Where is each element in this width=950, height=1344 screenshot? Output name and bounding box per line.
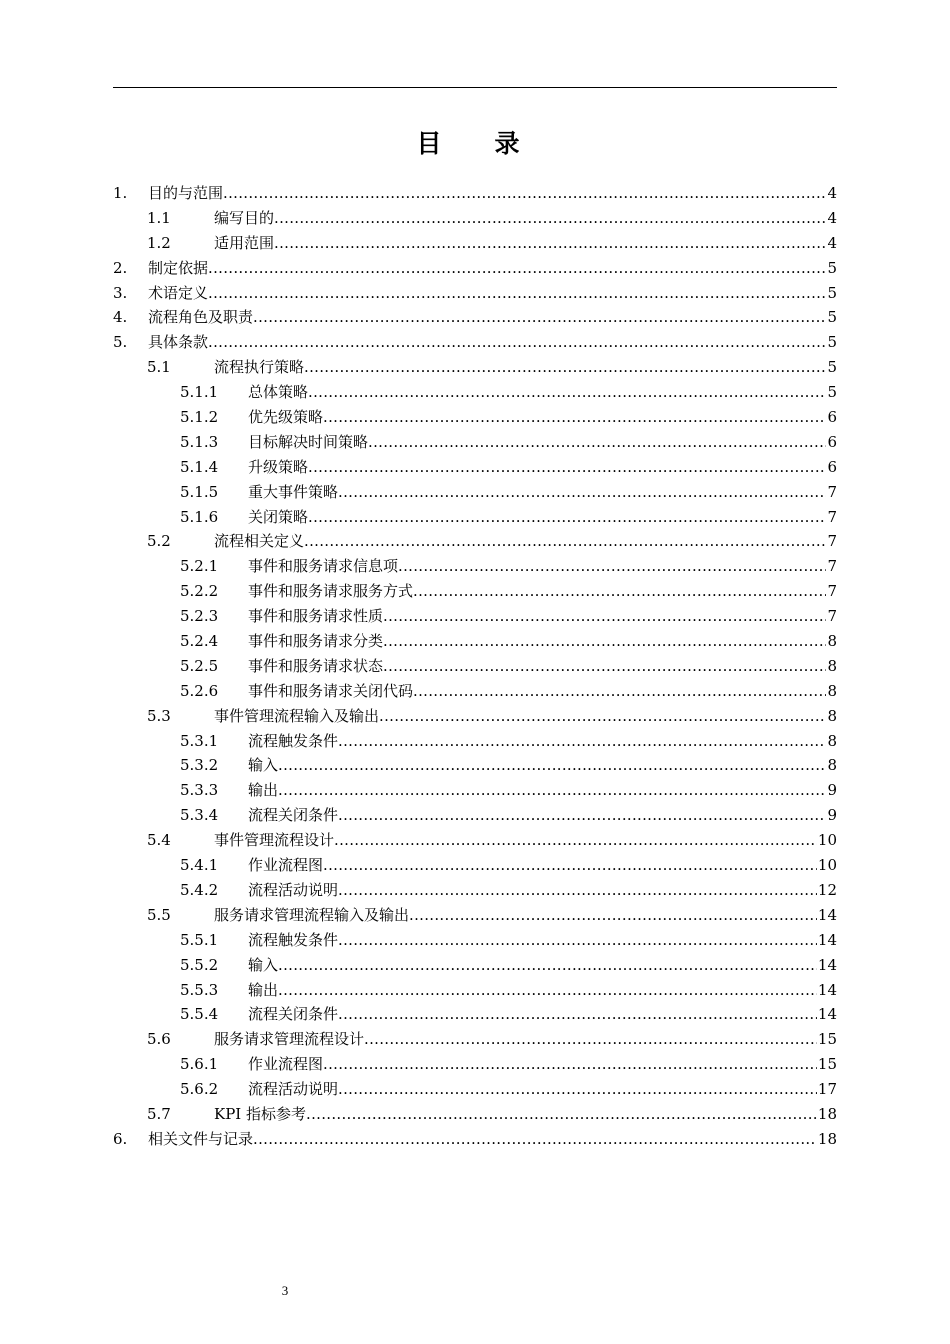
toc-entry-page: 14 <box>817 980 837 999</box>
toc-entry-line <box>214 828 837 853</box>
toc-entry-number: 5.6.1 <box>180 1055 219 1074</box>
toc-entry-number: 5.2.2 <box>180 582 219 601</box>
toc-entry[interactable] <box>113 305 837 330</box>
toc-entry-label: 事件和服务请求关闭代码 <box>248 681 414 700</box>
toc-entry-page: 7 <box>827 582 837 601</box>
toc-entry-line <box>248 753 837 778</box>
toc-entry-label: 输入 <box>248 955 279 974</box>
toc-dot-leader <box>278 953 817 978</box>
toc-entry-line <box>148 281 837 306</box>
toc-entry-label: 输出 <box>248 980 279 999</box>
toc-dot-leader <box>338 1077 817 1102</box>
toc-entry-label: 流程相关定义 <box>214 532 305 551</box>
toc-dot-leader <box>274 206 826 231</box>
toc-entry-page: 7 <box>827 532 837 551</box>
toc-entry-number: 5.1.6 <box>180 507 219 526</box>
toc-entry-label: 流程关闭条件 <box>248 1005 339 1024</box>
toc-dot-leader <box>338 729 826 754</box>
toc-entry-page: 7 <box>827 507 837 526</box>
toc-entry-page: 5 <box>827 258 837 277</box>
toc-dot-leader <box>413 679 826 704</box>
toc-entry-page: 14 <box>817 955 837 974</box>
toc-entry-line <box>248 629 837 654</box>
toc-entry-line <box>248 455 837 480</box>
toc-entry[interactable] <box>113 1052 837 1077</box>
toc-entry-label: 流程角色及职责 <box>148 308 254 327</box>
toc-dot-leader <box>274 231 826 256</box>
toc-entry-label: 作业流程图 <box>248 1055 324 1074</box>
toc-entry[interactable] <box>113 256 837 281</box>
toc-entry[interactable] <box>113 206 837 231</box>
toc-entry-label: 总体策略 <box>248 383 309 402</box>
toc-entry[interactable] <box>113 455 837 480</box>
toc-entry[interactable] <box>113 604 837 629</box>
toc-entry-page: 7 <box>827 557 837 576</box>
toc-entry-number: 5.3.4 <box>180 806 219 825</box>
toc-entry-page: 14 <box>817 905 837 924</box>
toc-entry-label: 编写目的 <box>214 208 275 227</box>
toc-entry-label: 流程活动说明 <box>248 880 339 899</box>
toc-entry-page: 4 <box>827 233 837 252</box>
toc-entry-page: 6 <box>827 432 837 451</box>
toc-entry[interactable] <box>113 654 837 679</box>
toc-entry-line <box>248 978 837 1003</box>
toc-entry[interactable] <box>113 579 837 604</box>
toc-entry-label: 流程触发条件 <box>248 930 339 949</box>
toc-dot-leader <box>308 455 826 480</box>
toc-entry-line <box>214 206 837 231</box>
toc-dot-leader <box>323 405 826 430</box>
toc-entry-number: 5.3.1 <box>180 731 219 750</box>
toc-entry-number: 5.4 <box>147 831 171 850</box>
toc-dot-leader <box>409 903 817 928</box>
toc-dot-leader <box>338 1002 817 1027</box>
toc-entry-label: 升级策略 <box>248 457 309 476</box>
toc-entry-page: 4 <box>827 184 837 202</box>
toc-entry-number: 5.4.1 <box>180 856 219 875</box>
toc-entry-page: 15 <box>817 1030 837 1049</box>
toc-dot-leader <box>308 380 826 405</box>
toc-entry-line <box>248 953 837 978</box>
toc-entry-line <box>248 853 837 878</box>
toc-entry[interactable] <box>113 753 837 778</box>
toc-entry[interactable] <box>113 554 837 579</box>
toc-dot-leader <box>253 305 826 330</box>
toc-dot-leader <box>368 430 826 455</box>
toc-entry-label: 重大事件策略 <box>248 482 339 501</box>
toc-entry-label: 作业流程图 <box>248 856 324 875</box>
toc-entry-line <box>248 928 837 953</box>
toc-entry-page: 15 <box>817 1055 837 1074</box>
toc-entry-line <box>248 554 837 579</box>
toc-entry-line <box>248 604 837 629</box>
toc-entry-page: 5 <box>827 333 837 352</box>
toc-entry[interactable] <box>113 1127 837 1152</box>
toc-dot-leader <box>338 480 826 505</box>
toc-entry-page: 9 <box>827 781 837 800</box>
toc-dot-leader <box>253 1127 817 1152</box>
page-number: 3 <box>281 1283 289 1298</box>
toc-entry[interactable] <box>113 529 837 554</box>
toc-dot-leader <box>364 1027 817 1052</box>
toc-dot-leader <box>383 604 826 629</box>
toc-entry-page: 7 <box>827 607 837 626</box>
toc-entry-line <box>148 1127 837 1152</box>
toc-entry-line <box>148 330 837 355</box>
toc-dot-leader <box>398 554 826 579</box>
toc-entry[interactable] <box>113 903 837 928</box>
toc-entry-number: 5.6 <box>147 1030 171 1049</box>
toc-entry-number: 1.2 <box>147 233 171 252</box>
toc-entry-label: 输入 <box>248 756 279 775</box>
toc-entry-label: 流程关闭条件 <box>248 806 339 825</box>
toc-entry-page: 5 <box>827 383 837 402</box>
toc-entry-label: 事件和服务请求性质 <box>248 607 384 626</box>
toc-entry-label: 制定依据 <box>148 258 209 277</box>
toc-entry-page: 4 <box>827 208 837 227</box>
toc-entry-label: 流程活动说明 <box>248 1080 339 1099</box>
toc-entry-number: 5.1.4 <box>180 457 219 476</box>
toc-dot-leader <box>308 505 826 530</box>
toc-entry-page: 5 <box>827 283 837 302</box>
toc-entry-line <box>248 480 837 505</box>
toc-entry-number: 5.1.2 <box>180 408 219 427</box>
toc-dot-leader <box>323 853 817 878</box>
toc-entry[interactable] <box>113 405 837 430</box>
toc-entry-label: 服务请求管理流程设计 <box>214 1030 365 1049</box>
toc-dot-leader <box>383 654 826 679</box>
toc-entry-label: 流程执行策略 <box>214 358 305 377</box>
toc-entry[interactable] <box>113 803 837 828</box>
toc-entry-number: 5.2.6 <box>180 681 219 700</box>
toc-entry-line <box>248 405 837 430</box>
toc-dot-leader <box>278 978 817 1003</box>
toc-entry-page: 8 <box>827 632 837 651</box>
toc-entry-page: 10 <box>817 856 837 875</box>
toc-entry-number: 5.5.2 <box>180 955 219 974</box>
toc-entry-page: 18 <box>817 1129 837 1148</box>
toc-entry-line <box>214 355 837 380</box>
toc-entry-line <box>214 529 837 554</box>
toc-entry-page: 6 <box>827 408 837 427</box>
toc-entry-page: 8 <box>827 756 837 775</box>
toc-dot-leader <box>323 1052 817 1077</box>
toc-entry-page: 7 <box>827 482 837 501</box>
toc-entry-label: 优先级策略 <box>248 408 324 427</box>
toc-entry[interactable] <box>113 380 837 405</box>
toc-entry-number: 5.1.5 <box>180 482 219 501</box>
toc-entry-line <box>248 654 837 679</box>
toc-entry[interactable] <box>113 181 837 206</box>
toc-dot-leader <box>379 704 826 729</box>
toc-entry-line <box>148 256 837 281</box>
toc-entry[interactable] <box>113 953 837 978</box>
toc-entry-number: 5.2.4 <box>180 632 219 651</box>
toc-entry-page: 18 <box>817 1104 837 1123</box>
toc-entry[interactable] <box>113 878 837 903</box>
toc-entry[interactable] <box>113 679 837 704</box>
toc-entry-number: 5.3.2 <box>180 756 219 775</box>
toc-entry-line <box>214 231 837 256</box>
toc-entry-line <box>248 679 837 704</box>
toc-entry-line <box>248 778 837 803</box>
toc-entry-page: 5 <box>827 358 837 377</box>
toc-entry-label: 关闭策略 <box>248 507 309 526</box>
toc-entry-number: 1.1 <box>147 208 171 227</box>
toc-entry[interactable] <box>113 1077 837 1102</box>
toc-entry-line <box>214 704 837 729</box>
toc-entry-number: 3. <box>113 283 128 302</box>
toc-entry-label: 术语定义 <box>148 283 209 302</box>
toc-entry-label: 输出 <box>248 781 279 800</box>
toc-entry-page: 8 <box>827 656 837 675</box>
toc-entry[interactable] <box>113 704 837 729</box>
toc-entry-line <box>148 305 837 330</box>
toc-entry-line <box>248 803 837 828</box>
toc-entry[interactable] <box>113 629 837 654</box>
toc-entry[interactable] <box>113 505 837 530</box>
toc-entry-line <box>214 1027 837 1052</box>
toc-entry-line <box>248 579 837 604</box>
toc-entry[interactable] <box>113 1027 837 1052</box>
toc-entry[interactable] <box>113 480 837 505</box>
toc-entry-page: 10 <box>817 831 837 850</box>
toc-entry-label: 事件管理流程设计 <box>214 831 335 850</box>
toc-entry-line <box>248 1077 837 1102</box>
toc-entry[interactable] <box>113 281 837 306</box>
toc-dot-leader <box>304 529 826 554</box>
toc-entry[interactable] <box>113 330 837 355</box>
toc-entry-number: 5.5.4 <box>180 1005 219 1024</box>
toc-entry[interactable] <box>113 853 837 878</box>
toc-entry-number: 5.7 <box>147 1104 171 1123</box>
toc-entry[interactable] <box>113 978 837 1003</box>
toc-entry-label: 目的与范围 <box>148 184 224 202</box>
toc-dot-leader <box>306 1102 817 1127</box>
toc-entry-label: 事件和服务请求状态 <box>248 656 384 675</box>
toc-entry-page: 6 <box>827 457 837 476</box>
toc-entry-line <box>214 903 837 928</box>
toc-entry[interactable] <box>113 231 837 256</box>
toc-dot-leader <box>208 256 826 281</box>
toc-entry[interactable] <box>113 430 837 455</box>
toc-entry[interactable] <box>113 729 837 754</box>
toc-entry-page: 9 <box>827 806 837 825</box>
toc-entry-number: 5.2.5 <box>180 656 219 675</box>
toc-dot-leader <box>278 753 826 778</box>
toc-dot-leader <box>223 181 826 206</box>
toc-entry-number: 5.3 <box>147 706 171 725</box>
toc-dot-leader <box>338 928 817 953</box>
toc-entry-page: 14 <box>817 1005 837 1024</box>
toc-entry-number: 5.3.3 <box>180 781 219 800</box>
toc-entry-label: 事件和服务请求分类 <box>248 632 384 651</box>
toc-dot-leader <box>338 878 817 903</box>
toc-dot-leader <box>304 355 826 380</box>
toc-entry-label: 适用范围 <box>214 233 275 252</box>
toc-dot-leader <box>383 629 826 654</box>
toc-entry-page: 8 <box>827 681 837 700</box>
toc-entry[interactable] <box>113 355 837 380</box>
toc-entry-number: 5.5 <box>147 905 171 924</box>
toc-entry-line <box>248 505 837 530</box>
toc-entry-line <box>214 1102 837 1127</box>
toc-title: 目 录 <box>416 129 534 158</box>
toc-entry-number: 1. <box>113 184 128 202</box>
toc-entry-line <box>248 1002 837 1027</box>
toc-entry-label: 服务请求管理流程输入及输出 <box>214 905 410 924</box>
toc-entry-line <box>148 181 837 206</box>
toc-entry-line <box>248 878 837 903</box>
toc-entry-number: 4. <box>113 308 128 327</box>
header-rule <box>113 87 837 88</box>
toc-entry-number: 5.4.2 <box>180 880 219 899</box>
toc-entry-number: 5.1 <box>147 358 171 377</box>
toc-entry-label: 事件和服务请求服务方式 <box>248 582 414 601</box>
toc-entry-page: 17 <box>817 1080 837 1099</box>
toc-entry-page: 5 <box>827 308 837 327</box>
toc-entry-line <box>248 729 837 754</box>
toc-entry-number: 5.5.1 <box>180 930 219 949</box>
toc-entry-label: 事件管理流程输入及输出 <box>214 706 380 725</box>
toc-entry-page: 8 <box>827 731 837 750</box>
toc-entry-page: 14 <box>817 930 837 949</box>
toc-dot-leader <box>334 828 817 853</box>
toc-entry-number: 5. <box>113 333 128 352</box>
toc-dot-leader <box>338 803 826 828</box>
toc-dot-leader <box>413 579 826 604</box>
toc-entry-line <box>248 380 837 405</box>
toc-entry-number: 5.1.3 <box>180 432 219 451</box>
toc-entry[interactable] <box>113 828 837 853</box>
table-of-contents <box>113 181 837 1152</box>
toc-entry[interactable] <box>113 1002 837 1027</box>
toc-entry-number: 5.1.1 <box>180 383 219 402</box>
toc-entry-label: 相关文件与记录 <box>148 1129 254 1148</box>
toc-entry-label: 目标解决时间策略 <box>248 432 369 451</box>
toc-entry-number: 5.2.1 <box>180 557 219 576</box>
toc-entry-label: 流程触发条件 <box>248 731 339 750</box>
toc-entry-line <box>248 1052 837 1077</box>
toc-entry[interactable] <box>113 778 837 803</box>
toc-entry-page: 12 <box>817 880 837 899</box>
toc-dot-leader <box>208 330 826 355</box>
toc-entry-label: 具体条款 <box>148 333 209 352</box>
toc-entry-number: 5.2 <box>147 532 171 551</box>
toc-dot-leader <box>208 281 826 306</box>
toc-entry-number: 2. <box>113 258 128 277</box>
toc-entry-label: 事件和服务请求信息项 <box>248 557 399 576</box>
toc-entry-number: 5.6.2 <box>180 1080 219 1099</box>
toc-entry-number: 5.5.3 <box>180 980 219 999</box>
toc-entry-page: 8 <box>827 706 837 725</box>
toc-entry-number: 6. <box>113 1129 128 1148</box>
toc-entry-number: 5.2.3 <box>180 607 219 626</box>
toc-entry-label: KPI 指标参考 <box>214 1104 306 1123</box>
toc-entry[interactable] <box>113 928 837 953</box>
toc-entry[interactable] <box>113 1102 837 1127</box>
toc-dot-leader <box>278 778 826 803</box>
toc-entry-line <box>248 430 837 455</box>
